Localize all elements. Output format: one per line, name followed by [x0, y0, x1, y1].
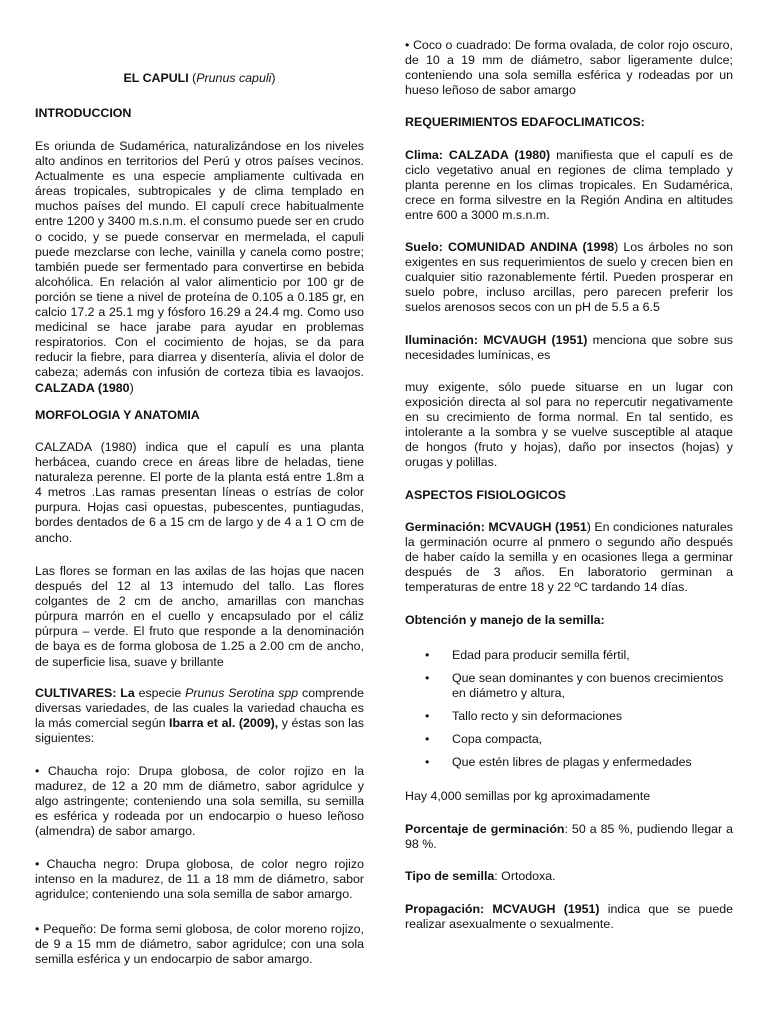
- germinacion-paragraph: [405, 520, 733, 595]
- intro-paragraph: [35, 139, 364, 396]
- requerimientos-heading: REQUERIMIENTOS EDAFOCLIMATICOS:: [405, 115, 645, 129]
- clima-label: Clima: CALZADA (1980): [405, 148, 551, 162]
- morfologia-paragraph-1: CALZADA (1980) indica que el capulí es una planta herbácea, cuando crece en áreas libre de heladas, tiene naturaleza perenne. El porte de la planta está entre 1.8m a 4 metros .Las ramas presentan líneas o estrías de color purpura. Hojas casi opuestas, pubescentes, puntiagudas, bordes dentados de 6 a 15 cm de largo y de 4 a 1 O cm de ancho.: [35, 440, 364, 545]
- title-scientific-name: Prunus capuli: [196, 71, 272, 85]
- tipo-semilla: [405, 869, 733, 884]
- cultivares-label: CULTIVARES: La: [35, 686, 135, 700]
- cultivares-end: y éstas son las siguientes:: [35, 716, 364, 746]
- iluminacion-text: menciona que sobre sus necesidades lumínicas, es: [405, 333, 733, 363]
- title-paren-open: (: [188, 71, 197, 85]
- list-item-text: Edad para producir semilla fértil,: [452, 648, 630, 662]
- propagacion-paragraph: [405, 902, 733, 932]
- cultivares-citation: Ibarra et al. (2009),: [169, 716, 279, 731]
- porcentaje-label: Porcentaje de germinación: [405, 822, 565, 836]
- cultivares-text: comprende diversas variedades, de las cuales la variedad chaucha es la más comercial según: [35, 686, 365, 731]
- list-item: [405, 671, 733, 701]
- variety-pequeno: • Pequeño: De forma semi globosa, de color moreno rojizo, de 9 a 15 mm de diámetro, sabor agridulce; con una sola semilla esférica y un endocarpio de sabor amargo.: [35, 922, 364, 967]
- cultivares-species-name: Prunus Serotina spp: [185, 686, 299, 700]
- propagacion-label: Propagación: MCVAUGH (1951): [405, 902, 600, 916]
- list-item-text: Copa compacta,: [452, 732, 543, 746]
- suelo-text: ) Los árboles no son exigentes en sus requerimientos de suelo y crecen bien en cualquier sitio razonablemente fértil. Pueden prosperar en suelo pobre, incluso arcillas, pero parecen preferir los suelos arenosos secos con un pH de 5.5 a 6.5: [405, 240, 733, 315]
- iluminacion-continuation: muy exigente, sólo puede situarse en un lugar con exposición directa al sol para no repercutir negativamente en su crecimiento de forma normal. En tal sentido, es intolerante a la sombra y se vuelve susceptible al ataque de hongos (fruto y hojas), daño por insectos (hojas) y orugas y polillas.: [405, 380, 733, 470]
- intro-text: Es oriunda de Sudamérica, naturalizándose en los niveles alto andinos en territorios del Perú y otros países vecinos. Actualmente es una especie ampliamente cultivada en áreas tropicales, subtropicales y de clima templado en muchos países del mundo. El capulí crece habitualmente entre 1200 y 3400 m.s.n.m. el consumo puede ser en crudo o cocido, y se puede conservar en mermelada, el capuli puede mezclarse con leche, vainilla y canela como postre; también puede ser fermentado para convertirse en bebida alcohólica. En relación al valor alimenticio por 100 gr de porción se tiene a nivel de proteína de 0.105 a 0.185 gr, en calcio 17.2 a 25.1 mg y fósforo 16.29 a 24.4 mg. Como uso medicinal se hace jarabe para ayudar en problemas respiratorios. Con el cocimiento de hojas, se da para reducir la fiebre, para diarrea y disentería, alivia el dolor de cabeza; además con infusión de corteza tibia es lavaojos.: [35, 139, 364, 380]
- title-paren-close: ): [271, 71, 276, 85]
- list-item-text: Que sean dominantes y con buenos crecimientos en diámetro y altura,: [452, 671, 724, 701]
- iluminacion-paragraph: [405, 333, 733, 363]
- porcentaje-paragraph: [405, 822, 733, 852]
- intro-heading: INTRODUCCION: [35, 106, 132, 120]
- porcentaje-text: : 50 a 85 %, pudiendo llegar a 98 %.: [405, 822, 733, 852]
- variety-chaucha-negro: • Chaucha negro: Drupa globosa, de color negro rojizo intenso en la madurez, de 11 a 18 mm de diámetro, sabor agridulce; conteniendo una sola semilla de sabor amargo.: [35, 857, 364, 902]
- iluminacion-label: Iluminación: MCVAUGH (1951): [405, 333, 588, 347]
- intro-citation: CALZADA (1980: [35, 380, 130, 395]
- clima-paragraph: [405, 148, 733, 223]
- list-item-text: Que estén libres de plagas y enfermedades: [452, 755, 692, 769]
- bullet-icon: •: [425, 671, 430, 685]
- tipo-label: Tipo de semilla: [405, 869, 495, 883]
- tipo-text: : Ortodoxa.: [494, 869, 556, 883]
- variety-coco: • Coco o cuadrado: De forma ovalada, de color rojo oscuro, de 10 a 19 mm de diámetro, sabor ligeramente dulce; conteniendo una sola semilla esférica y rodeadas por un hueso leñoso de sabor amargo: [405, 38, 733, 98]
- seeds-per-kg: Hay 4,000 semillas por kg aproximadamente: [405, 789, 651, 803]
- bullet-icon: •: [425, 709, 430, 723]
- clima-text: manifiesta que el capulí es de ciclo vegetativo anual en regiones de clima templado y planta perenne en los climas tropicales. En Sudamérica, crece en forma silvestre en la Región Andina en altitudes entre 600 a 3000 m.s.n.m.: [405, 148, 733, 223]
- variety-chaucha-rojo: • Chaucha rojo: Drupa globosa, de color rojizo en la madurez, de 12 a 20 mm de diámetro, sabor agridulce y algo astringente; conteniendo una sola semilla, su semilla es esférica y rodeada por un endocarpio o hueso leñoso (almendra) de sabor amargo.: [35, 764, 364, 839]
- title-main: EL CAPULI: [123, 71, 189, 85]
- germinacion-label: Germinación: MCVAUGH (1951: [405, 520, 587, 534]
- suelo-label: Suelo: COMUNIDAD ANDINA (1998: [405, 240, 615, 254]
- fisiologicos-heading: ASPECTOS FISIOLOGICOS: [405, 488, 566, 502]
- document-title: [35, 71, 364, 86]
- list-item: [405, 709, 733, 724]
- morfologia-heading: MORFOLOGIA Y ANATOMIA: [35, 408, 200, 422]
- list-item-text: Tallo recto y sin deformaciones: [452, 709, 623, 723]
- obtencion-heading: Obtención y manejo de la semilla:: [405, 613, 605, 627]
- bullet-icon: •: [425, 648, 430, 662]
- list-item: [405, 755, 733, 770]
- morfologia-paragraph-2: Las flores se forman en las axilas de las hojas que nacen después del 12 al 13 intemudo del tallo. Las flores colgantes de 2 cm de ancho, amarillas con manchas púrpura marrón en el cuello y encapsulado por el cáliz púrpura – verde. El fruto que responde a la denominación de baya es de forma globosa de 1.25 a 2.00 cm de ancho, de superficie lisa, suave y brillante: [35, 564, 364, 669]
- cultivares-paragraph: [35, 686, 364, 746]
- propagacion-text: indica que se puede realizar asexualmente o sexualmente.: [405, 902, 733, 932]
- list-item: [405, 732, 733, 747]
- bullet-icon: •: [425, 732, 430, 746]
- intro-citation-close: ): [129, 380, 134, 395]
- cultivares-especie: especie: [134, 686, 186, 700]
- bullet-icon: •: [425, 755, 430, 769]
- list-item: [405, 648, 733, 663]
- germinacion-text: ) En condiciones naturales la germinación ocurre al pnmero o segundo año después de haber caído la semilla y en ocasiones llega a germinar después de 3 años. En laboratorio germinan a temperaturas de entre 18 y 22 ºC tardando 14 días.: [405, 520, 733, 595]
- suelo-paragraph: [405, 240, 733, 315]
